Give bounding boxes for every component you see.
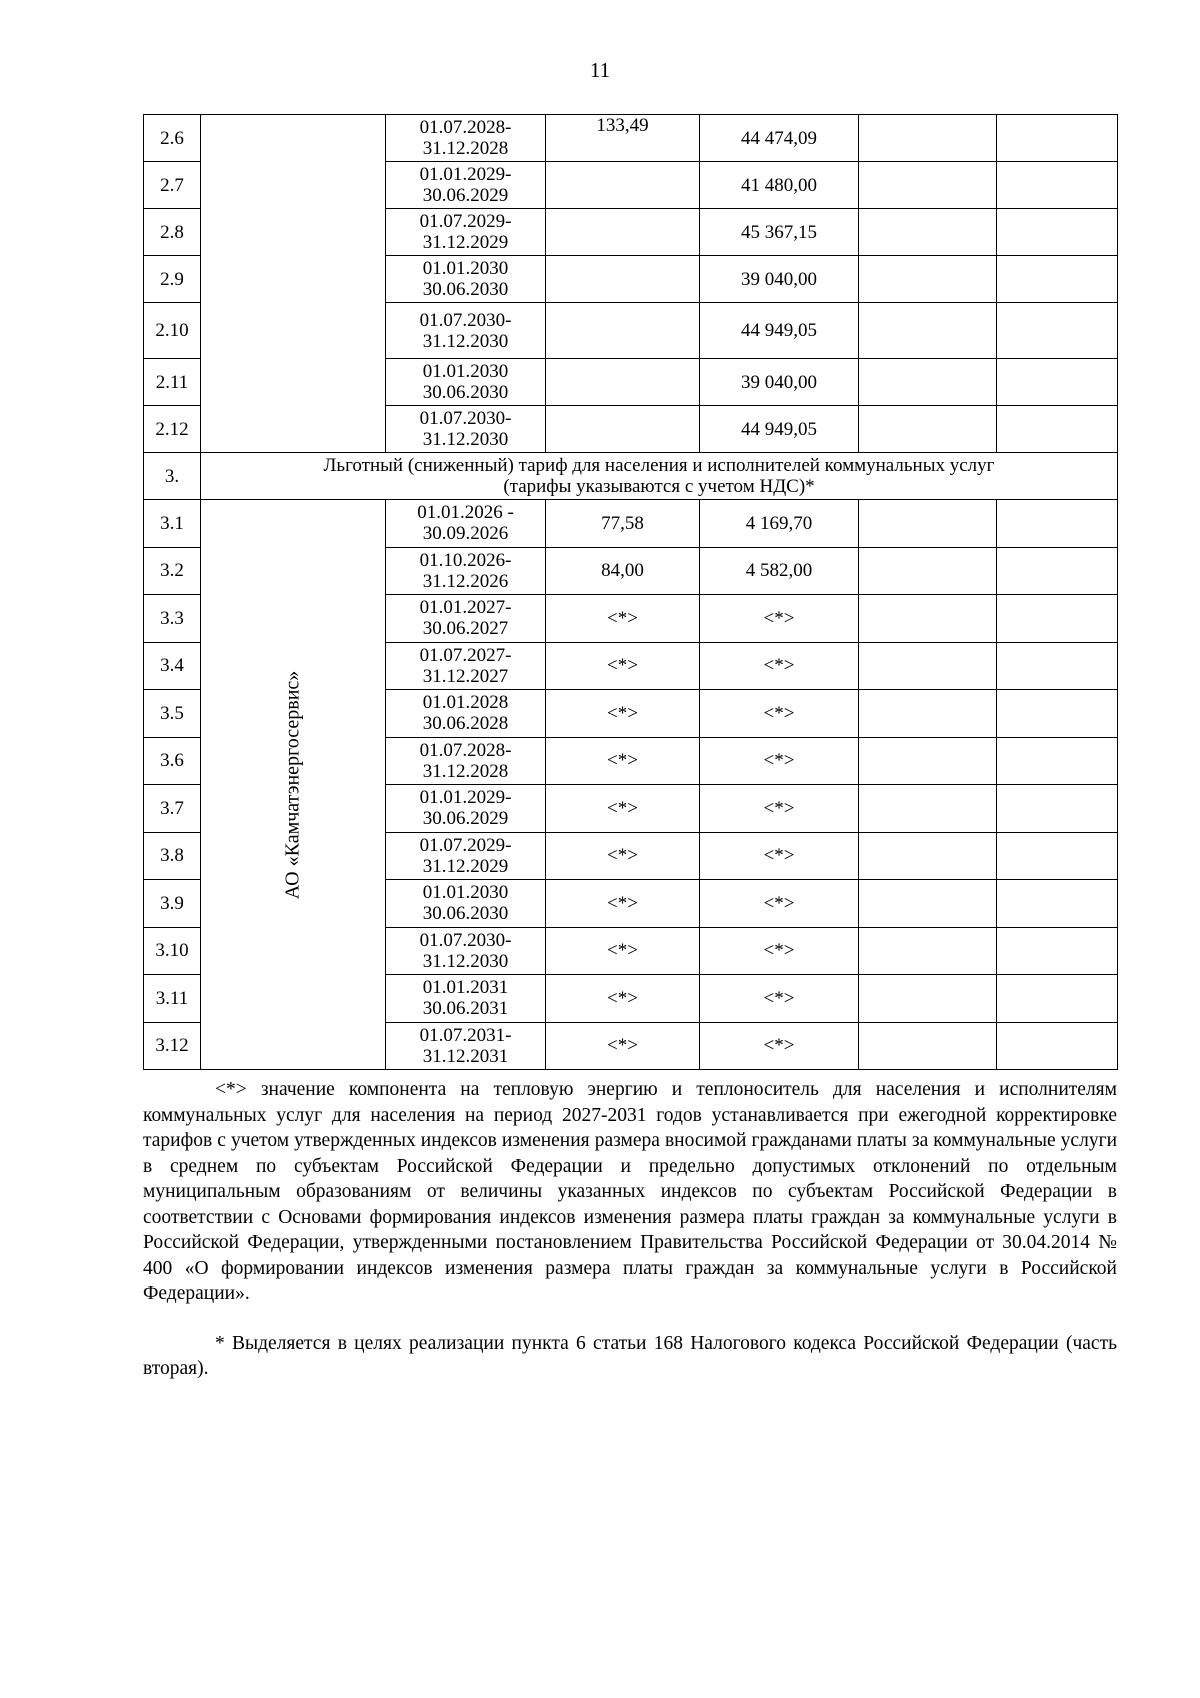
tariff-value: 44 949,05 [700, 406, 859, 453]
period-start: 01.01.2028 [422, 692, 509, 714]
rate-value: <*> [546, 642, 700, 690]
rate-value [546, 162, 700, 209]
org-cell [201, 500, 386, 1070]
period-end: 30.06.2028 [422, 713, 509, 735]
empty-cell [859, 209, 997, 256]
section-heading-row [144, 453, 1118, 500]
period-cell [386, 690, 546, 738]
section-heading-line2: (тарифы указываются с учетом НДС)* [503, 476, 815, 497]
period-start: 01.07.2030- [419, 408, 512, 429]
empty-cell [997, 832, 1118, 880]
period-end: 31.12.2029 [422, 232, 509, 253]
star-footnote: <*> значение компонента на тепловую энергию и теплоноситель для населения и исполнителям коммунальных услуг для населения на период 2027-2031 годов устанавливается при ежегодной корректировке тарифов с учетом утвержденных индексов изменения размера вносимой гражданами платы за коммунальные услуги в среднем по субъектам Российской Федерации и предельно допустимых отклонений по отдельным муниципальным образованиям от величины указанных индексов по субъектам Российской Федерации в соответствии с Основами формирования индексов изменения размера платы граждан за коммунальные услуги в Российской Федерации, утвержденными постановлением Правительства Российской Федерации от 30.04.2014 № 400 «О формировании индексов изменения размера платы граждан за коммунальные услуги в Российской Федерации». [143, 1079, 1117, 1304]
row-number: 3.12 [144, 1022, 201, 1070]
empty-cell [859, 595, 997, 643]
row-number: 3.4 [144, 642, 201, 690]
row-number: 2.6 [144, 115, 201, 162]
row-number: 3.7 [144, 785, 201, 833]
empty-cell [859, 500, 997, 548]
empty-cell [997, 737, 1118, 785]
vat-footnote: * Выделяется в целях реализации пункта 6 статьи 168 Налогового кодекса Российской Федерации (часть вторая). [143, 1332, 1117, 1379]
period-cell [386, 1022, 546, 1070]
rate-value [546, 303, 700, 359]
section-heading [201, 453, 1118, 500]
empty-cell [997, 162, 1118, 209]
empty-cell [859, 880, 997, 928]
footnotes [143, 1077, 1117, 1382]
period-start: 01.01.2029- [419, 164, 512, 185]
page-number: 11 [589, 58, 611, 82]
row-number: 3.3 [144, 595, 201, 643]
period-cell [386, 880, 546, 928]
section-number: 3. [144, 453, 201, 500]
row-number: 2.8 [144, 209, 201, 256]
period-start: 01.01.2030 [422, 882, 509, 904]
period-end: 31.12.2030 [422, 330, 509, 352]
period-end: 30.06.2030 [422, 382, 509, 403]
empty-cell [997, 500, 1118, 548]
rate-value [546, 256, 700, 303]
period-start: 01.07.2029- [419, 834, 512, 856]
period-end: 30.06.2027 [422, 618, 509, 640]
empty-cell [859, 690, 997, 738]
tariff-value: 45 367,15 [700, 209, 859, 256]
tariff-value: <*> [700, 1022, 859, 1070]
period-start: 01.07.2029- [419, 211, 512, 232]
tariff-value: 41 480,00 [700, 162, 859, 209]
empty-cell [997, 690, 1118, 738]
period-cell [386, 162, 546, 209]
tariff-value: <*> [700, 927, 859, 975]
organization-name: АО «Камчатэнергосервис» [281, 670, 304, 899]
empty-cell [997, 547, 1118, 595]
empty-cell [997, 785, 1118, 833]
rate-value: <*> [546, 975, 700, 1023]
period-cell [386, 303, 546, 359]
rate-value: <*> [546, 785, 700, 833]
period-end: 31.12.2026 [422, 570, 509, 592]
empty-cell [859, 832, 997, 880]
period-end: 31.12.2028 [422, 760, 509, 782]
empty-cell [997, 975, 1118, 1023]
empty-cell [859, 547, 997, 595]
period-end: 31.12.2030 [422, 429, 509, 450]
period-cell [386, 642, 546, 690]
tariff-value: 44 474,09 [700, 115, 859, 162]
empty-cell [997, 880, 1118, 928]
period-start: 01.07.2028- [419, 117, 512, 138]
empty-cell [997, 642, 1118, 690]
empty-cell [997, 359, 1118, 406]
empty-cell [859, 115, 997, 162]
period-start: 01.01.2027- [419, 597, 512, 619]
row-number: 3.11 [144, 975, 201, 1023]
empty-cell [859, 975, 997, 1023]
period-cell [386, 785, 546, 833]
empty-cell [997, 303, 1118, 359]
period-start: 01.01.2030 [422, 258, 509, 279]
empty-cell [997, 927, 1118, 975]
rate-value: <*> [546, 737, 700, 785]
tariff-value: <*> [700, 642, 859, 690]
tariff-value: <*> [700, 595, 859, 643]
empty-cell [997, 256, 1118, 303]
period-end: 30.06.2030 [422, 279, 509, 300]
row-number: 2.12 [144, 406, 201, 453]
rate-value: <*> [546, 832, 700, 880]
table-row [144, 500, 1118, 548]
period-cell [386, 975, 546, 1023]
row-number: 2.9 [144, 256, 201, 303]
period-end: 30.06.2029 [422, 808, 509, 830]
tariff-value: <*> [700, 975, 859, 1023]
rate-value: <*> [546, 1022, 700, 1070]
tariff-value: <*> [700, 785, 859, 833]
period-end: 31.12.2027 [422, 665, 509, 687]
empty-cell [997, 595, 1118, 643]
period-end: 30.06.2030 [422, 903, 509, 925]
row-number: 3.10 [144, 927, 201, 975]
empty-cell [859, 642, 997, 690]
period-end: 31.12.2029 [422, 855, 509, 877]
period-cell [386, 595, 546, 643]
tariff-value: 4 169,70 [700, 500, 859, 548]
period-cell [386, 500, 546, 548]
tariff-value: 44 949,05 [700, 303, 859, 359]
row-number: 3.6 [144, 737, 201, 785]
tariff-value: 39 040,00 [700, 359, 859, 406]
period-end: 30.06.2029 [422, 185, 509, 206]
period-end: 31.12.2030 [422, 950, 509, 972]
period-cell [386, 209, 546, 256]
tariff-value: <*> [700, 832, 859, 880]
empty-cell [859, 303, 997, 359]
period-start: 01.07.2027- [419, 644, 512, 666]
period-end: 30.09.2026 [422, 523, 509, 545]
period-cell [386, 927, 546, 975]
empty-cell [859, 785, 997, 833]
row-number: 3.2 [144, 547, 201, 595]
empty-cell [997, 1022, 1118, 1070]
empty-cell [997, 115, 1118, 162]
period-cell [386, 406, 546, 453]
section-heading-line1: Льготный (сниженный) тариф для населения и исполнителей коммунальных услуг [323, 455, 995, 476]
period-end: 30.06.2031 [422, 998, 509, 1020]
period-cell [386, 547, 546, 595]
period-start: 01.07.2030- [419, 929, 512, 951]
rate-value: 77,58 [546, 500, 700, 548]
rate-value [546, 406, 700, 453]
period-end: 31.12.2031 [422, 1045, 509, 1067]
tariff-table [143, 114, 1118, 1070]
empty-cell [859, 162, 997, 209]
empty-cell [859, 737, 997, 785]
period-end: 31.12.2028 [422, 138, 509, 159]
row-number: 3.9 [144, 880, 201, 928]
tariff-value: 4 582,00 [700, 547, 859, 595]
rate-value: <*> [546, 880, 700, 928]
period-cell [386, 256, 546, 303]
rate-value: <*> [546, 690, 700, 738]
rate-value: <*> [546, 927, 700, 975]
empty-cell [859, 1022, 997, 1070]
empty-cell [859, 359, 997, 406]
empty-cell [859, 256, 997, 303]
rate-value: 84,00 [546, 547, 700, 595]
period-cell [386, 359, 546, 406]
row-number: 3.1 [144, 500, 201, 548]
rate-value [546, 209, 700, 256]
row-number: 3.8 [144, 832, 201, 880]
tariff-value: <*> [700, 880, 859, 928]
row-number: 3.5 [144, 690, 201, 738]
period-start: 01.10.2026- [419, 549, 512, 571]
table-row [144, 115, 1118, 162]
row-number: 2.7 [144, 162, 201, 209]
empty-cell [859, 927, 997, 975]
rate-value [546, 359, 700, 406]
tariff-value: <*> [700, 737, 859, 785]
period-start: 01.01.2029- [419, 787, 512, 809]
row-number: 2.11 [144, 359, 201, 406]
org-cell-section2 [201, 115, 386, 453]
period-start: 01.07.2028- [419, 739, 512, 761]
tariff-value: <*> [700, 690, 859, 738]
period-start: 01.07.2031- [419, 1024, 512, 1046]
empty-cell [997, 406, 1118, 453]
empty-cell [997, 209, 1118, 256]
empty-cell [859, 406, 997, 453]
row-number: 2.10 [144, 303, 201, 359]
rate-value: <*> [546, 595, 700, 643]
period-cell [386, 832, 546, 880]
period-cell [386, 115, 546, 162]
period-start: 01.07.2030- [419, 309, 512, 331]
period-start: 01.01.2031 [422, 977, 509, 999]
period-start: 01.01.2026 - [417, 502, 514, 524]
period-cell [386, 737, 546, 785]
tariff-value: 39 040,00 [700, 256, 859, 303]
rate-value: 133,49 [546, 115, 700, 162]
period-start: 01.01.2030 [422, 361, 509, 382]
